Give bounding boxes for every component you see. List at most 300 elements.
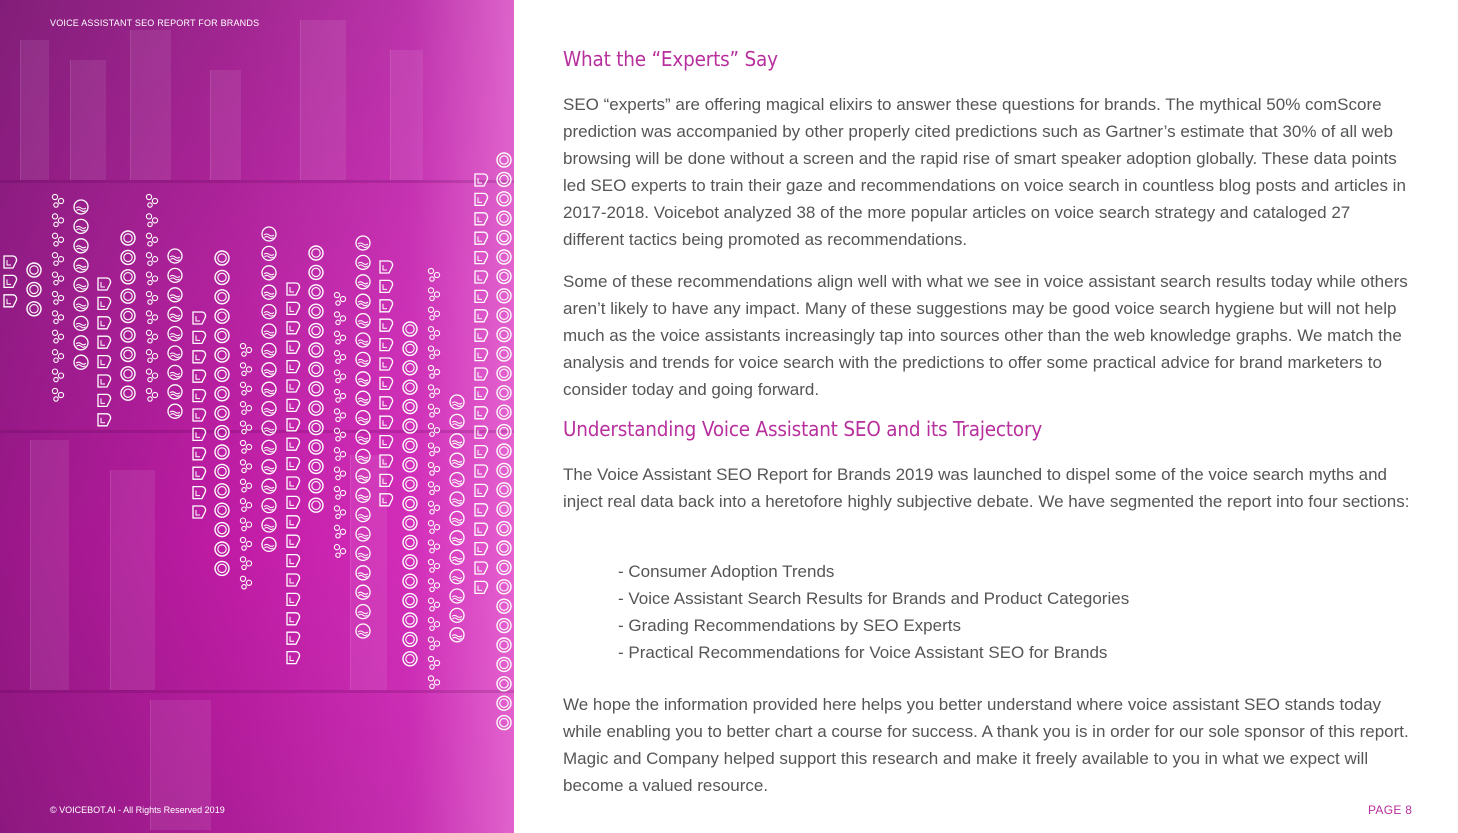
waveform-dot-icon <box>403 341 417 355</box>
waveform-dot-icon <box>52 214 63 227</box>
waveform-dot-icon <box>334 428 345 441</box>
waveform-dot-icon <box>240 421 251 434</box>
waveform-dot-icon <box>475 232 488 244</box>
waveform-dot-icon <box>356 352 370 366</box>
waveform-dot-icon <box>497 231 511 245</box>
waveform-dot-icon <box>240 363 251 376</box>
waveform-dot-icon <box>428 424 439 437</box>
waveform-dot-icon <box>356 488 370 502</box>
copyright-notice: © VOICEBOT.AI - All Rights Reserved 2019 <box>50 805 225 815</box>
waveform-dot-icon <box>334 370 345 383</box>
waveform-dot-icon <box>52 233 63 246</box>
waveform-dot-icon <box>428 598 439 611</box>
waveform-dot-icon <box>121 270 135 284</box>
waveform-dot-icon <box>262 537 276 551</box>
section-heading-understanding: Understanding Voice Assistant SEO and its Trajectory <box>563 417 1043 441</box>
waveform-dot-icon <box>356 294 370 308</box>
list-item: - Voice Assistant Search Results for Brands and Product Categories <box>618 589 1130 608</box>
waveform-dot-icon <box>287 516 300 528</box>
waveform-dot-icon <box>475 174 488 186</box>
waveform-dot-icon <box>27 263 41 277</box>
waveform-dot-icon <box>309 265 323 279</box>
waveform-dot-icon <box>240 402 251 415</box>
waveform-dot-icon <box>287 322 300 334</box>
waveform-dot-icon <box>450 414 464 428</box>
waveform-dot-icon <box>497 405 511 419</box>
waveform-dot-icon <box>428 307 439 320</box>
waveform-dot-icon <box>4 295 17 307</box>
waveform-dot-icon <box>193 331 206 343</box>
waveform-dot-icon <box>403 419 417 433</box>
waveform-dot-icon <box>334 409 345 422</box>
waveform-dot-icon <box>193 370 206 382</box>
waveform-dot-icon <box>475 349 488 361</box>
waveform-dot-icon <box>356 236 370 250</box>
waveform-dot-icon <box>287 652 300 664</box>
waveform-dot-icon <box>146 350 157 363</box>
waveform-dot-icon <box>450 473 464 487</box>
waveform-dot-icon <box>497 560 511 574</box>
waveform-dot-icon <box>215 426 229 440</box>
waveform-dot-icon <box>403 400 417 414</box>
waveform-dot-icon <box>497 599 511 613</box>
waveform-dot-icon <box>334 389 345 402</box>
waveform-dot-icon <box>497 347 511 361</box>
waveform-dot-icon <box>475 543 488 555</box>
paragraph-understanding-1: The Voice Assistant SEO Report for Brands 2019 was launched to dispel some of the voice search myths and inject real data back into a heretofore highly subjective debate. We have segmented the report into four sections: <box>563 465 1410 511</box>
waveform-dot-icon <box>497 211 511 225</box>
waveform-dot-icon <box>27 282 41 296</box>
waveform-dot-icon <box>121 289 135 303</box>
waveform-dot-icon <box>334 467 345 480</box>
waveform-dot-icon <box>193 487 206 499</box>
waveform-dot-icon <box>497 172 511 186</box>
waveform-dot-icon <box>121 367 135 381</box>
waveform-dot-icon <box>240 537 251 550</box>
waveform-dot-icon <box>215 348 229 362</box>
waveform-dot-icon <box>168 404 182 418</box>
waveform-dot-icon <box>403 516 417 530</box>
waveform-dot-icon <box>240 557 251 570</box>
waveform-dot-icon <box>287 535 300 547</box>
waveform-dot-icon <box>121 347 135 361</box>
waveform-dot-icon <box>193 448 206 460</box>
waveform-dot-icon <box>428 676 439 689</box>
waveform-dot-icon <box>356 605 370 619</box>
waveform-dot-icon <box>475 387 488 399</box>
waveform-dot-icon <box>356 372 370 386</box>
waveform-dot-icon <box>428 365 439 378</box>
waveform-dot-icon <box>215 484 229 498</box>
waveform-dot-icon <box>74 258 88 272</box>
cover-image-panel <box>0 0 514 833</box>
waveform-dot-icon <box>215 406 229 420</box>
waveform-dot-icon <box>215 542 229 556</box>
waveform-dot-icon <box>403 380 417 394</box>
waveform-dot-icon <box>74 278 88 292</box>
waveform-dot-icon <box>146 388 157 401</box>
report-header-label: VOICE ASSISTANT SEO REPORT FOR BRANDS <box>50 18 260 28</box>
list-item: - Practical Recommendations for Voice Assistant SEO for Brands <box>618 643 1108 662</box>
waveform-dot-icon <box>497 366 511 380</box>
waveform-dot-icon <box>193 351 206 363</box>
waveform-dot-icon <box>356 624 370 638</box>
waveform-dot-icon <box>334 545 345 558</box>
waveform-dot-icon <box>193 506 206 518</box>
waveform-dot-icon <box>98 317 111 329</box>
waveform-dot-icon <box>334 525 345 538</box>
waveform-dot-icon <box>193 312 206 324</box>
waveform-dot-icon <box>475 310 488 322</box>
waveform-dot-icon <box>52 330 63 343</box>
waveform-dot-icon <box>497 463 511 477</box>
waveform-dot-icon <box>52 369 63 382</box>
waveform-dot-icon <box>497 386 511 400</box>
voice-waveform-icons <box>0 0 514 833</box>
waveform-dot-icon <box>309 382 323 396</box>
list-item: - Grading Recommendations by SEO Experts <box>618 616 961 635</box>
waveform-dot-icon <box>121 231 135 245</box>
waveform-dot-icon <box>193 467 206 479</box>
waveform-dot-icon <box>215 445 229 459</box>
waveform-dot-icon <box>356 314 370 328</box>
waveform-dot-icon <box>168 346 182 360</box>
waveform-dot-icon <box>262 460 276 474</box>
waveform-dot-icon <box>240 518 251 531</box>
waveform-dot-icon <box>450 589 464 603</box>
waveform-dot-icon <box>450 492 464 506</box>
waveform-dot-icon <box>497 289 511 303</box>
waveform-dot-icon <box>287 613 300 625</box>
waveform-dot-icon <box>4 275 17 287</box>
waveform-dot-icon <box>428 540 439 553</box>
waveform-dot-icon <box>146 330 157 343</box>
paragraph-experts-1: SEO “experts” are offering magical elixirs to answer these questions for brands. The mythical 50% comScore prediction was accompanied by other properly cited predictions such as Gartner’s estimate that 30% of all web browsing will be done without a screen and the rapid rise of smart speaker adoption globally. These data points led SEO experts to train their gaze and recommendations on voice search in countless blog posts and articles in 2017-2018. Voicebot analyzed 38 of the more popular articles on voice search strategy and cataloged 27 different tactics being promoted as recommendations. <box>563 95 1406 249</box>
waveform-dot-icon <box>497 153 511 167</box>
waveform-dot-icon <box>52 311 63 324</box>
waveform-dot-icon <box>475 426 488 438</box>
waveform-dot-icon <box>497 657 511 671</box>
waveform-dot-icon <box>475 271 488 283</box>
waveform-dot-icon <box>497 619 511 633</box>
waveform-dot-icon <box>215 464 229 478</box>
waveform-dot-icon <box>475 484 488 496</box>
waveform-dot-icon <box>309 304 323 318</box>
waveform-dot-icon <box>356 255 370 269</box>
waveform-dot-icon <box>240 343 251 356</box>
waveform-dot-icon <box>262 285 276 299</box>
waveform-dot-icon <box>215 367 229 381</box>
waveform-dot-icon <box>52 291 63 304</box>
waveform-dot-icon <box>497 444 511 458</box>
waveform-dot-icon <box>450 434 464 448</box>
waveform-dot-icon <box>428 579 439 592</box>
waveform-dot-icon <box>287 555 300 567</box>
waveform-dot-icon <box>403 497 417 511</box>
waveform-dot-icon <box>74 200 88 214</box>
waveform-dot-icon <box>262 227 276 241</box>
waveform-dot-icon <box>121 309 135 323</box>
waveform-dot-icon <box>403 477 417 491</box>
waveform-dot-icon <box>356 430 370 444</box>
waveform-dot-icon <box>380 319 393 331</box>
waveform-dot-icon <box>309 440 323 454</box>
waveform-dot-icon <box>428 404 439 417</box>
list-item: - Consumer Adoption Trends <box>618 562 835 581</box>
waveform-dot-icon <box>215 387 229 401</box>
waveform-dot-icon <box>428 482 439 495</box>
waveform-dot-icon <box>262 246 276 260</box>
waveform-dot-icon <box>334 312 345 325</box>
waveform-dot-icon <box>334 351 345 364</box>
waveform-dot-icon <box>193 409 206 421</box>
waveform-dot-icon <box>497 250 511 264</box>
waveform-dot-icon <box>4 256 17 268</box>
waveform-dot-icon <box>262 499 276 513</box>
waveform-dot-icon <box>215 523 229 537</box>
waveform-dot-icon <box>475 407 488 419</box>
waveform-dot-icon <box>403 594 417 608</box>
waveform-dot-icon <box>380 300 393 312</box>
waveform-dot-icon <box>450 628 464 642</box>
paragraph-closing: We hope the information provided here helps you better understand where voice assistant SEO stands today while enabling you to better chart a course for success. A thank you is in order for our sole sponsor of this report. Magic and Company helped support this research and make it freely available to you in what we expect will become a valued resource. <box>563 695 1409 795</box>
waveform-dot-icon <box>215 270 229 284</box>
waveform-dot-icon <box>215 290 229 304</box>
waveform-dot-icon <box>380 261 393 273</box>
waveform-dot-icon <box>52 388 63 401</box>
waveform-dot-icon <box>403 613 417 627</box>
waveform-dot-icon <box>497 425 511 439</box>
waveform-dot-icon <box>287 477 300 489</box>
waveform-dot-icon <box>356 411 370 425</box>
waveform-dot-icon <box>74 336 88 350</box>
waveform-dot-icon <box>74 355 88 369</box>
waveform-dot-icon <box>215 503 229 517</box>
waveform-dot-icon <box>168 268 182 282</box>
waveform-dot-icon <box>262 518 276 532</box>
waveform-dot-icon <box>27 302 41 316</box>
waveform-dot-icon <box>287 632 300 644</box>
waveform-dot-icon <box>287 458 300 470</box>
waveform-dot-icon <box>475 504 488 516</box>
waveform-dot-icon <box>380 358 393 370</box>
waveform-dot-icon <box>450 531 464 545</box>
waveform-dot-icon <box>403 632 417 646</box>
waveform-dot-icon <box>475 581 488 593</box>
waveform-dot-icon <box>262 324 276 338</box>
waveform-dot-icon <box>262 421 276 435</box>
waveform-dot-icon <box>450 453 464 467</box>
waveform-dot-icon <box>215 329 229 343</box>
waveform-dot-icon <box>475 329 488 341</box>
waveform-dot-icon <box>146 311 157 324</box>
waveform-dot-icon <box>287 380 300 392</box>
waveform-dot-icon <box>334 506 345 519</box>
waveform-dot-icon <box>262 382 276 396</box>
waveform-dot-icon <box>497 269 511 283</box>
waveform-dot-icon <box>74 239 88 253</box>
waveform-dot-icon <box>334 292 345 305</box>
waveform-dot-icon <box>52 194 63 207</box>
waveform-dot-icon <box>497 677 511 691</box>
waveform-dot-icon <box>497 328 511 342</box>
waveform-dot-icon <box>380 339 393 351</box>
waveform-dot-icon <box>380 474 393 486</box>
waveform-dot-icon <box>356 391 370 405</box>
waveform-dot-icon <box>52 253 63 266</box>
waveform-dot-icon <box>287 283 300 295</box>
waveform-dot-icon <box>287 302 300 314</box>
waveform-dot-icon <box>98 278 111 290</box>
waveform-dot-icon <box>428 521 439 534</box>
waveform-dot-icon <box>121 386 135 400</box>
report-sections-list <box>618 558 1129 666</box>
waveform-dot-icon <box>121 328 135 342</box>
waveform-dot-icon <box>309 362 323 376</box>
waveform-dot-icon <box>98 394 111 406</box>
waveform-dot-icon <box>98 336 111 348</box>
waveform-dot-icon <box>380 280 393 292</box>
waveform-dot-icon <box>334 486 345 499</box>
waveform-dot-icon <box>334 448 345 461</box>
waveform-dot-icon <box>380 494 393 506</box>
waveform-dot-icon <box>450 395 464 409</box>
waveform-dot-icon <box>356 527 370 541</box>
waveform-dot-icon <box>287 361 300 373</box>
waveform-dot-icon <box>193 390 206 402</box>
waveform-dot-icon <box>334 331 345 344</box>
waveform-dot-icon <box>428 462 439 475</box>
waveform-dot-icon <box>356 508 370 522</box>
waveform-dot-icon <box>240 499 251 512</box>
waveform-dot-icon <box>121 250 135 264</box>
waveform-dot-icon <box>215 561 229 575</box>
waveform-dot-icon <box>356 449 370 463</box>
waveform-dot-icon <box>146 194 157 207</box>
waveform-dot-icon <box>497 638 511 652</box>
waveform-dot-icon <box>403 652 417 666</box>
waveform-dot-icon <box>193 428 206 440</box>
waveform-dot-icon <box>428 288 439 301</box>
waveform-dot-icon <box>262 305 276 319</box>
waveform-dot-icon <box>168 327 182 341</box>
waveform-dot-icon <box>497 308 511 322</box>
waveform-dot-icon <box>475 368 488 380</box>
waveform-dot-icon <box>240 460 251 473</box>
waveform-dot-icon <box>428 385 439 398</box>
paragraph-experts-2: Some of these recommendations align well with what we see in voice assistant search results today while others aren’t likely to have any impact. Many of these suggestions may be good voice search hygiene but will not help much as the voice assistants increasingly tap into sources other than the web knowledge graphs. We match the analysis and trends for voice search with the predictions to offer some practical advice for brand marketers to consider today and going forward. <box>563 272 1408 399</box>
waveform-dot-icon <box>287 593 300 605</box>
waveform-dot-icon <box>403 458 417 472</box>
waveform-dot-icon <box>497 580 511 594</box>
waveform-dot-icon <box>98 297 111 309</box>
waveform-dot-icon <box>287 419 300 431</box>
waveform-dot-icon <box>380 436 393 448</box>
waveform-dot-icon <box>475 562 488 574</box>
waveform-dot-icon <box>356 469 370 483</box>
waveform-dot-icon <box>262 266 276 280</box>
waveform-dot-icon <box>403 535 417 549</box>
waveform-dot-icon <box>262 343 276 357</box>
waveform-dot-icon <box>428 637 439 650</box>
waveform-dot-icon <box>309 498 323 512</box>
waveform-dot-icon <box>497 541 511 555</box>
waveform-dot-icon <box>475 465 488 477</box>
waveform-dot-icon <box>309 285 323 299</box>
waveform-dot-icon <box>356 333 370 347</box>
waveform-dot-icon <box>146 214 157 227</box>
waveform-dot-icon <box>52 350 63 363</box>
waveform-dot-icon <box>380 397 393 409</box>
waveform-dot-icon <box>215 251 229 265</box>
waveform-dot-icon <box>240 576 251 589</box>
page-number: PAGE 8 <box>1368 803 1413 817</box>
waveform-dot-icon <box>428 443 439 456</box>
waveform-dot-icon <box>309 421 323 435</box>
waveform-dot-icon <box>309 459 323 473</box>
waveform-dot-icon <box>168 307 182 321</box>
waveform-dot-icon <box>168 365 182 379</box>
waveform-dot-icon <box>262 402 276 416</box>
waveform-dot-icon <box>428 559 439 572</box>
waveform-dot-icon <box>52 272 63 285</box>
waveform-dot-icon <box>309 246 323 260</box>
waveform-dot-icon <box>450 608 464 622</box>
waveform-dot-icon <box>428 346 439 359</box>
waveform-dot-icon <box>403 322 417 336</box>
waveform-dot-icon <box>428 656 439 669</box>
waveform-dot-icon <box>450 570 464 584</box>
waveform-dot-icon <box>74 316 88 330</box>
waveform-dot-icon <box>262 479 276 493</box>
waveform-dot-icon <box>240 440 251 453</box>
waveform-dot-icon <box>403 438 417 452</box>
waveform-dot-icon <box>287 399 300 411</box>
waveform-dot-icon <box>98 414 111 426</box>
waveform-dot-icon <box>497 716 511 730</box>
waveform-dot-icon <box>380 377 393 389</box>
waveform-dot-icon <box>215 309 229 323</box>
waveform-dot-icon <box>287 496 300 508</box>
waveform-dot-icon <box>356 566 370 580</box>
waveform-dot-icon <box>168 385 182 399</box>
waveform-dot-icon <box>309 401 323 415</box>
waveform-dot-icon <box>497 483 511 497</box>
waveform-dot-icon <box>403 574 417 588</box>
waveform-dot-icon <box>309 343 323 357</box>
waveform-dot-icon <box>475 523 488 535</box>
waveform-dot-icon <box>146 272 157 285</box>
waveform-dot-icon <box>450 511 464 525</box>
waveform-dot-icon <box>146 233 157 246</box>
waveform-dot-icon <box>403 555 417 569</box>
waveform-dot-icon <box>168 288 182 302</box>
waveform-dot-icon <box>146 291 157 304</box>
waveform-dot-icon <box>356 585 370 599</box>
waveform-dot-icon <box>403 361 417 375</box>
waveform-dot-icon <box>287 574 300 586</box>
waveform-dot-icon <box>497 696 511 710</box>
waveform-dot-icon <box>380 416 393 428</box>
waveform-dot-icon <box>475 213 488 225</box>
waveform-dot-icon <box>475 290 488 302</box>
waveform-dot-icon <box>240 479 251 492</box>
waveform-dot-icon <box>262 363 276 377</box>
waveform-dot-icon <box>74 297 88 311</box>
waveform-dot-icon <box>98 375 111 387</box>
waveform-dot-icon <box>74 219 88 233</box>
waveform-dot-icon <box>428 618 439 631</box>
